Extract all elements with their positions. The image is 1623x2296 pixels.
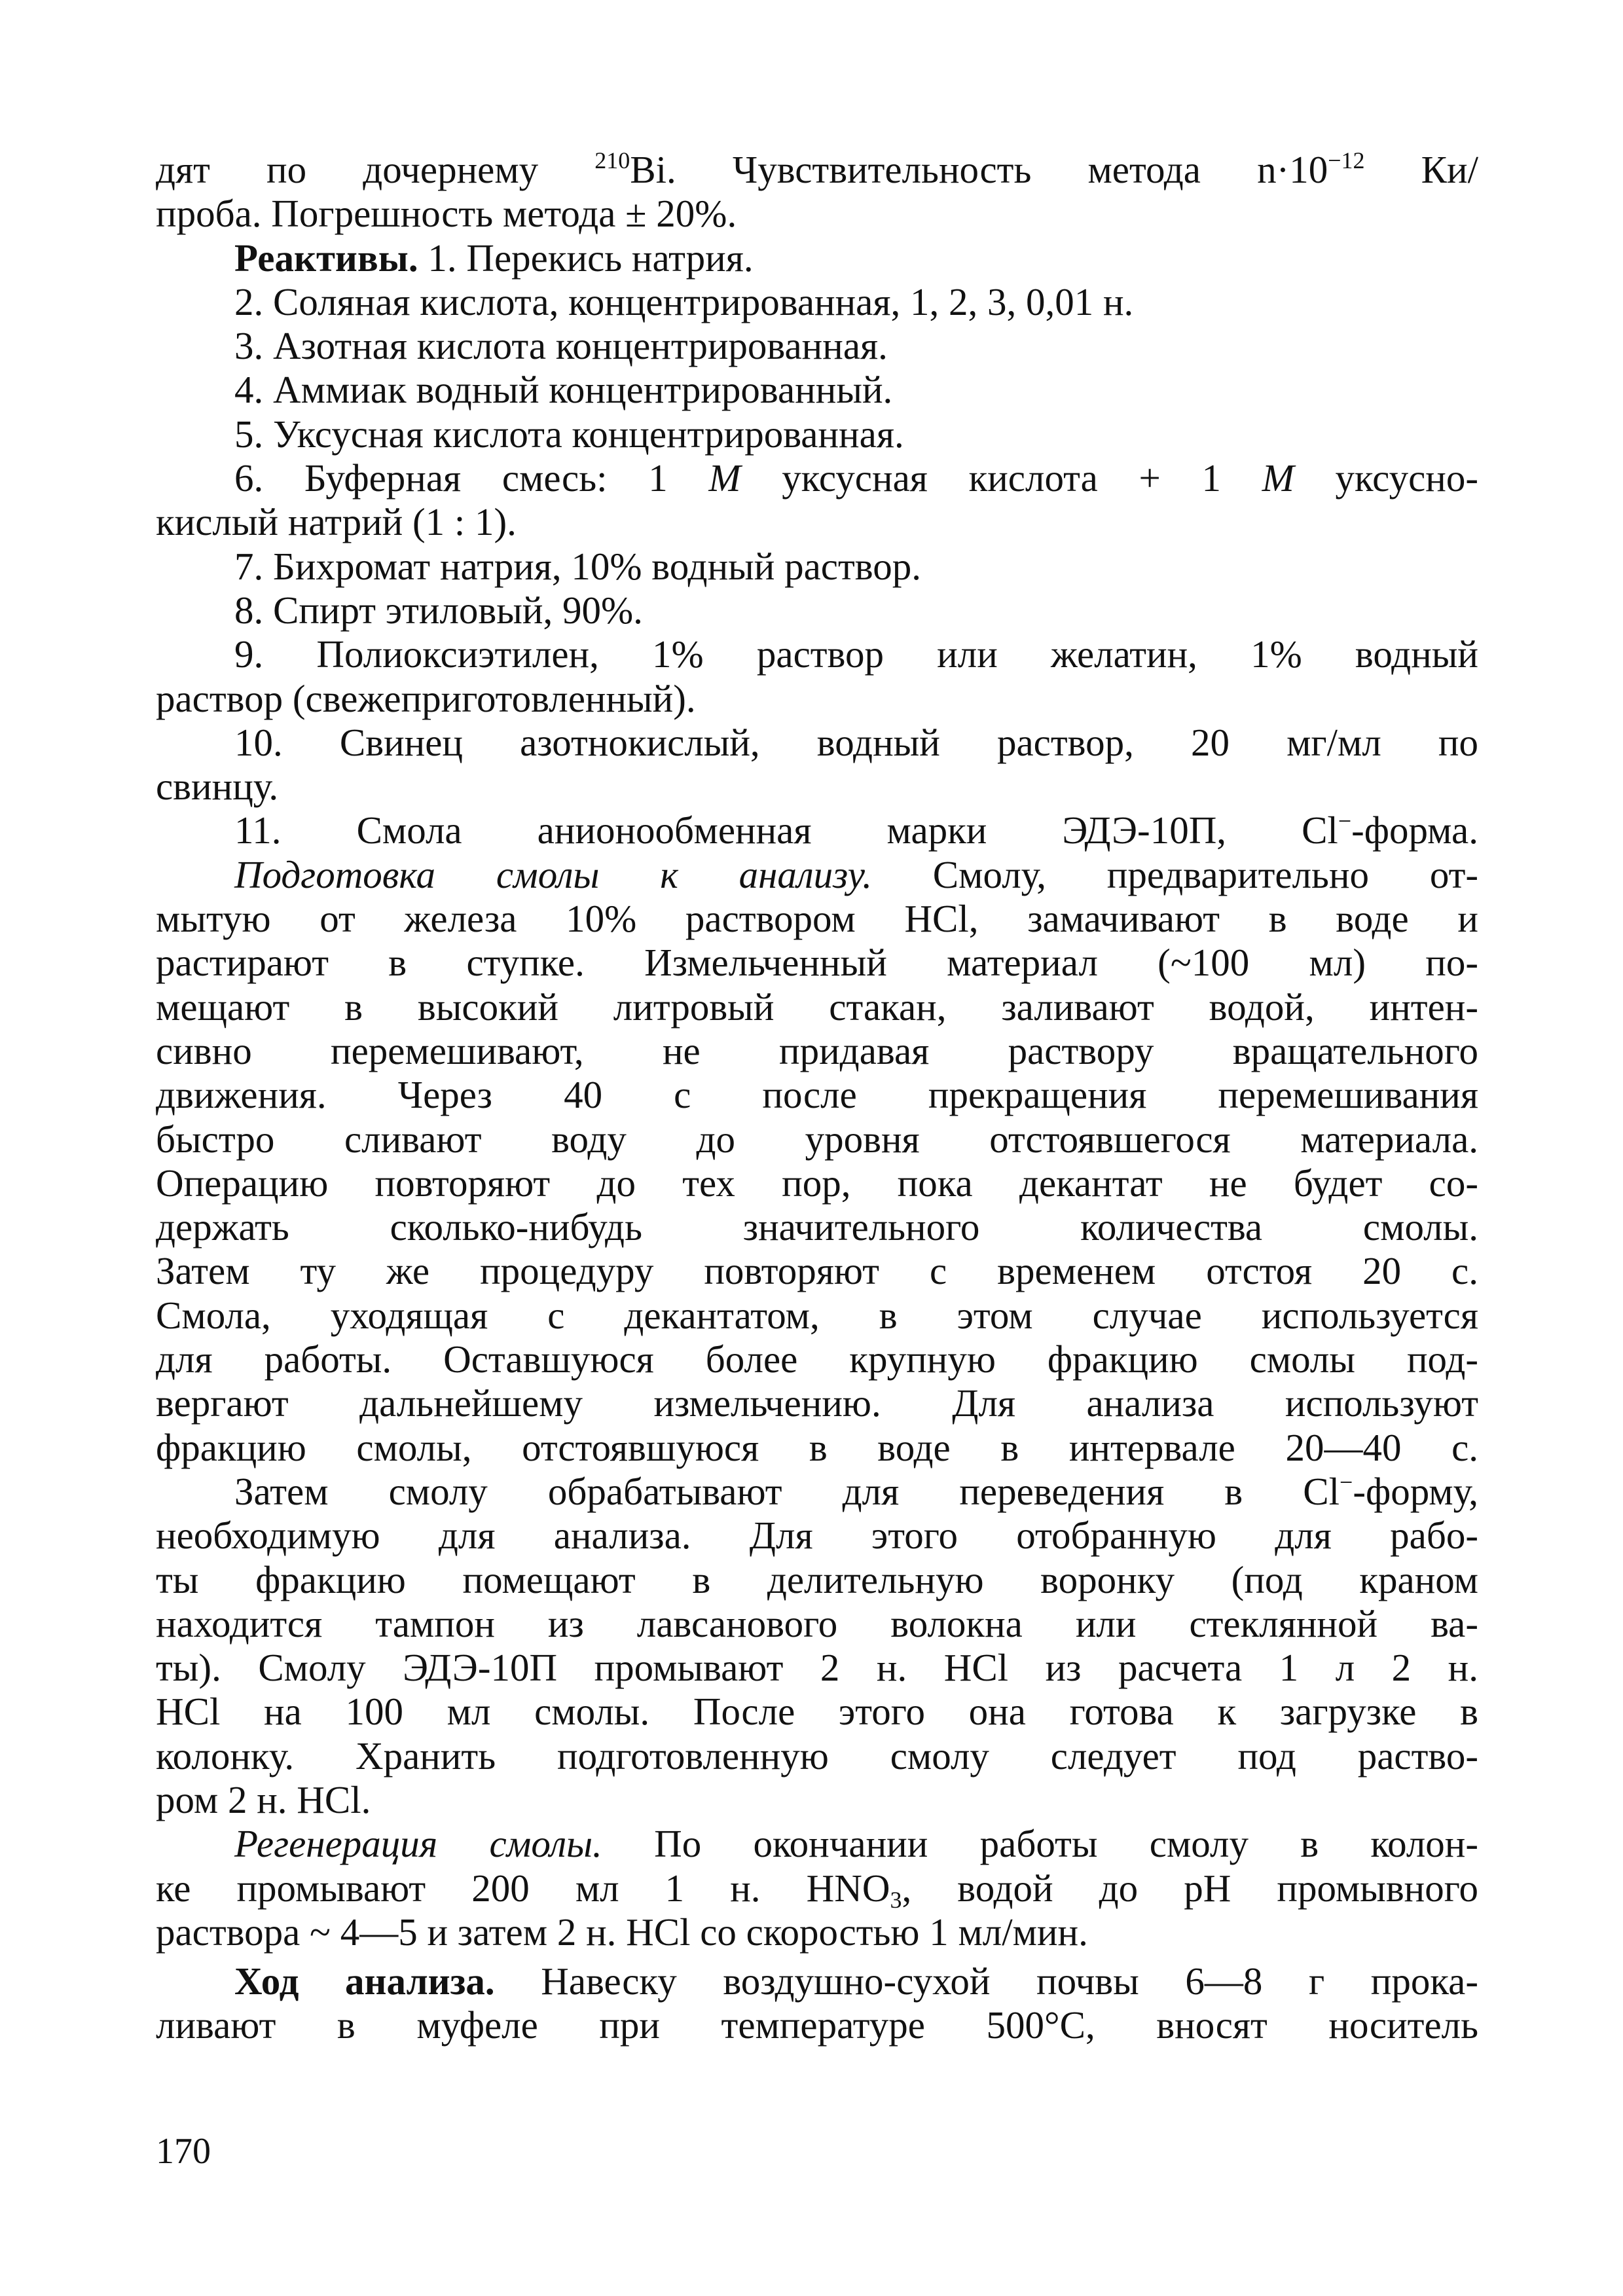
- text-line: [156, 1734, 1478, 1778]
- text-line: [156, 853, 1478, 897]
- text-span: держать сколько-нибудь значительного количества смолы.: [156, 1205, 1478, 1249]
- text-line: [156, 809, 1478, 852]
- text-line: [156, 456, 1478, 500]
- text-line: [156, 1558, 1478, 1602]
- text-span: Смолу, предварительно от-: [871, 852, 1478, 896]
- text-span: Bi. Чувствительность метода n·10: [630, 148, 1328, 191]
- text-span: Операцию повторяют до тех пор, пока декантат не будет со-: [156, 1161, 1478, 1205]
- text-span: движения. Через 40 с после прекращения перемешивания: [156, 1073, 1478, 1117]
- text-line: [156, 1822, 1478, 1866]
- text-span: 11. Смола анионообменная марки ЭДЭ-10П, Cl: [234, 809, 1338, 852]
- text-span: 10. Свинец азотнокислый, водный раствор, 20 мг/мл по: [234, 720, 1478, 764]
- text-span: проба. Погрешность метода ± 20%.: [156, 192, 737, 236]
- text-line: [156, 324, 1478, 368]
- text-span: Затем ту же процедуру повторяют с временем отстоя 20 с.: [156, 1249, 1478, 1293]
- text-line: [156, 2003, 1478, 2047]
- section-heading: Реактивы.: [234, 236, 418, 280]
- text-line: [156, 1646, 1478, 1690]
- text-line: [156, 1205, 1478, 1249]
- text-span: 3. Азотная кислота концентрированная.: [234, 324, 888, 368]
- text-line: [156, 1778, 1478, 1822]
- text-span: уксусно-: [1294, 456, 1479, 500]
- text-line: [156, 589, 1478, 632]
- text-line: [156, 632, 1478, 676]
- text-line: [156, 1073, 1478, 1117]
- text-line: [156, 412, 1478, 456]
- text-span: быстро сливают воду до уровня отстоявшегося материала.: [156, 1117, 1478, 1161]
- text-line: [156, 1294, 1478, 1338]
- text-span: По окончании работы смолу в колон-: [602, 1822, 1478, 1866]
- text-line: [156, 1161, 1478, 1205]
- text-line: [156, 1514, 1478, 1558]
- text-span: −12: [1328, 147, 1365, 173]
- italic-heading: Регенерация смолы.: [234, 1822, 602, 1866]
- text-line: [156, 1249, 1478, 1293]
- page-text: [156, 148, 1478, 2048]
- text-line: [156, 1029, 1478, 1073]
- text-span: находится тампон из лавсанового волокна или стеклянной ва-: [156, 1601, 1478, 1645]
- text-line: [156, 1910, 1478, 1954]
- text-line: [156, 500, 1478, 544]
- text-line: [156, 1426, 1478, 1470]
- italic-heading: Подготовка смолы к анализу.: [234, 852, 872, 896]
- text-span: вергают дальнейшему измельчению. Для анализа используют: [156, 1381, 1478, 1425]
- text-span: раствора ~ 4—5 и затем 2 н. HCl со скоростью 1 мл/мин.: [156, 1910, 1088, 1954]
- text-span: 3: [890, 1886, 902, 1913]
- text-span: Ки/: [1364, 148, 1478, 191]
- text-line: [156, 985, 1478, 1029]
- page-number: 170: [156, 2131, 211, 2172]
- text-line: [156, 677, 1478, 721]
- text-span: 6. Буферная смесь: 1: [234, 456, 709, 500]
- text-line: [156, 280, 1478, 324]
- text-span: свинцу.: [156, 765, 279, 809]
- text-span: колонку. Хранить подготовленную смолу следует под раство-: [156, 1734, 1478, 1777]
- section-heading: Ход анализа.: [234, 1959, 495, 2003]
- text-span: ты фракцию помещают в делительную воронку (под краном: [156, 1558, 1478, 1601]
- text-span: , водой до pH промывного: [902, 1866, 1478, 1910]
- text-span: мытую от железа 10% раствором HCl, замачивают в воде и: [156, 897, 1478, 941]
- text-span: 9. Полиоксиэтилен, 1% раствор или желатин, 1% водный: [234, 632, 1478, 676]
- text-line: [156, 1690, 1478, 1734]
- text-span: ке промывают 200 мл 1 н. HNO: [156, 1866, 890, 1910]
- text-span: уксусная кислота + 1: [740, 456, 1262, 500]
- text-span: Смола, уходящая с декантатом, в этом случае используется: [156, 1293, 1478, 1337]
- text-line: [156, 941, 1478, 985]
- text-span: −: [1338, 808, 1352, 835]
- text-span: 2. Соляная кислота, концентрированная, 1, 2, 3, 0,01 н.: [234, 280, 1134, 323]
- text-span: раствор (свежеприготовленный).: [156, 676, 696, 720]
- text-span: 210: [594, 147, 630, 173]
- text-span: необходимую для анализа. Для этого отобранную для рабо-: [156, 1514, 1478, 1558]
- text-line: [156, 897, 1478, 941]
- italic-heading: М: [708, 456, 741, 500]
- text-line: [156, 1118, 1478, 1161]
- text-span: ливают в муфеле при температуре 500°C, вносят носитель: [156, 2003, 1478, 2047]
- text-span: растирают в ступке. Измельченный материал (~100 мл) по-: [156, 941, 1478, 985]
- text-line: [156, 1602, 1478, 1646]
- text-line: [156, 1470, 1478, 1514]
- text-span: −: [1340, 1468, 1353, 1495]
- text-span: фракцию смолы, отстоявшуюся в воде в интервале 20—40 с.: [156, 1425, 1478, 1469]
- text-line: [156, 1381, 1478, 1425]
- text-line: [156, 148, 1478, 192]
- italic-heading: М: [1262, 456, 1294, 500]
- text-span: ты). Смолу ЭДЭ-10П промывают 2 н. HCl из расчета 1 л 2 н.: [156, 1646, 1478, 1690]
- text-line: [156, 1959, 1478, 2003]
- text-span: -форма.: [1351, 809, 1478, 852]
- text-span: -форму,: [1353, 1469, 1478, 1513]
- text-line: [156, 1338, 1478, 1381]
- paragraph-gap: [156, 1954, 1478, 1959]
- text-span: сивно перемешивают, не придавая раствору вращательного: [156, 1029, 1478, 1072]
- text-span: 4. Аммиак водный концентрированный.: [234, 368, 893, 412]
- text-span: 7. Бихромат натрия, 10% водный раствор.: [234, 544, 921, 588]
- text-line: [156, 192, 1478, 236]
- text-line: [156, 721, 1478, 765]
- text-span: Затем смолу обрабатывают для переведения в Cl: [234, 1469, 1340, 1513]
- text-span: кислый натрий (1 : 1).: [156, 500, 517, 544]
- text-span: ром 2 н. HCl.: [156, 1777, 371, 1821]
- text-span: мещают в высокий литровый стакан, заливают водой, интен-: [156, 985, 1478, 1029]
- text-span: для работы. Оставшуюся более крупную фракцию смолы под-: [156, 1338, 1478, 1381]
- text-line: [156, 368, 1478, 412]
- text-span: Навеску воздушно-сухой почвы 6—8 г прока-: [494, 1959, 1478, 2003]
- text-line: [156, 545, 1478, 589]
- text-line: [156, 765, 1478, 809]
- text-line: [156, 236, 1478, 280]
- text-span: дят по дочернему: [156, 148, 595, 191]
- text-span: HCl на 100 мл смолы. После этого она готова к загрузке в: [156, 1690, 1478, 1734]
- text-span: 5. Уксусная кислота концентрированная.: [234, 412, 904, 456]
- text-span: 1. Перекись натрия.: [418, 236, 754, 280]
- text-line: [156, 1866, 1478, 1913]
- text-span: 8. Спирт этиловый, 90%.: [234, 588, 643, 632]
